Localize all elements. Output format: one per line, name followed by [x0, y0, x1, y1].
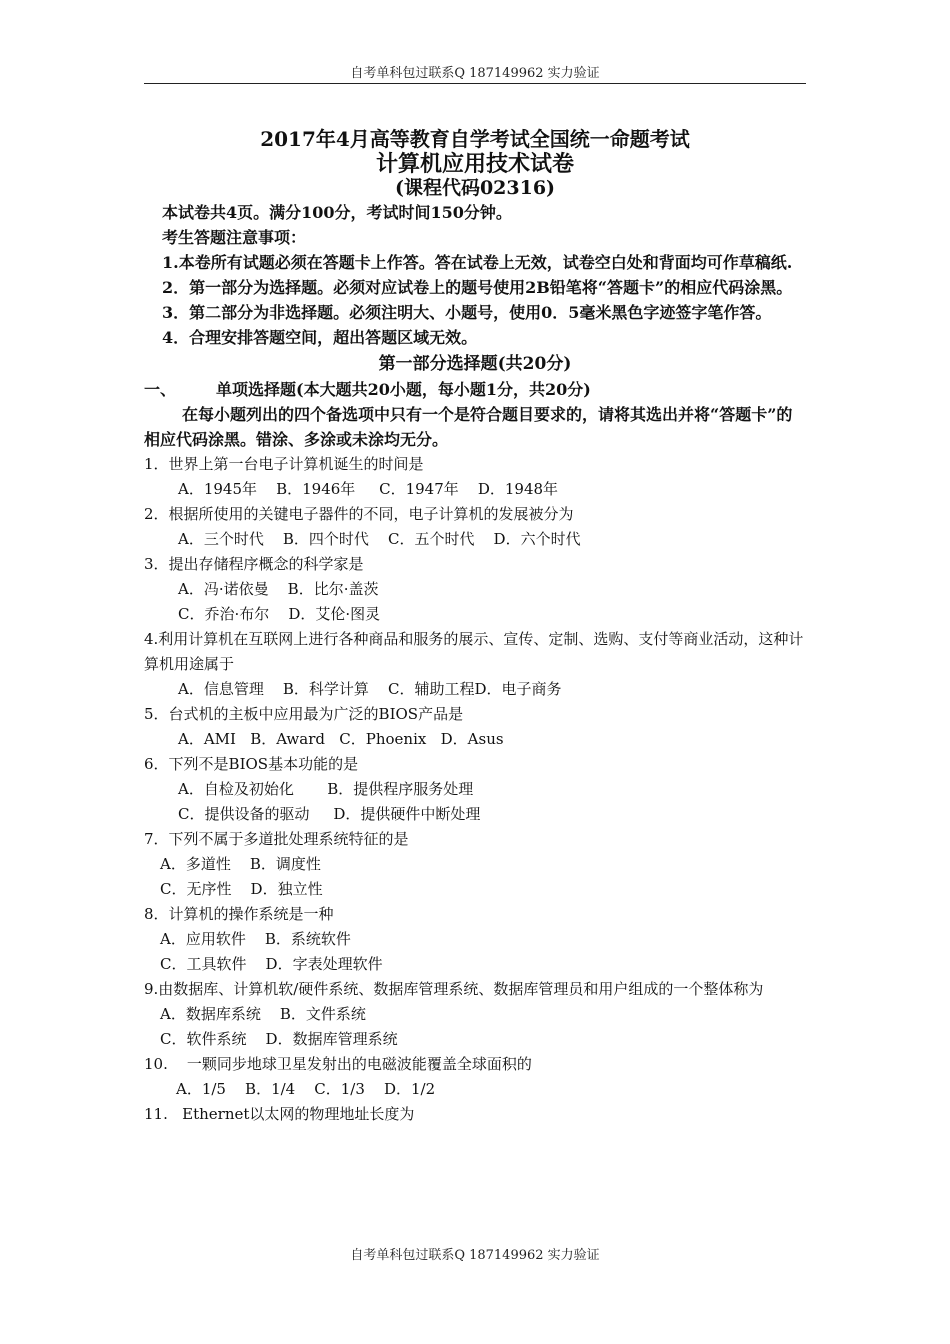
notice-title: 考生答题注意事项：: [162, 228, 307, 247]
section-instruction: 在每小题列出的四个备选项中只有一个是符合题目要求的，请将其选出并将“答题卡”的相应代码涂黑。错涂、多涂或未涂均无分。: [144, 405, 793, 449]
section-title: 单项选择题(本大题共20小题，每小题1分，共20分): [216, 380, 591, 399]
question-options: A．三个时代 B．四个时代 C．五个时代 D．六个时代: [178, 530, 581, 548]
page-header: 自考单科包过联系Q 187149962 实力验证: [350, 66, 600, 81]
exam-title: 2017年4月高等教育自学考试全国统一命题考试: [260, 127, 690, 151]
notice-item: 1.本卷所有试题必须在答题卡上作答。答在试卷上无效，试卷空白处和背面均可作草稿纸.: [162, 253, 793, 272]
question: 9.由数据库、计算机软/硬件系统、数据库管理系统、数据库管理员和用户组成的一个整体称为: [144, 980, 764, 998]
notice-item: 3．第二部分为非选择题。必须注明大、小题号，使用0．5毫米黑色字迹签字笔作答。: [162, 303, 772, 322]
notice-item: 4．合理安排答题空间，超出答题区域无效。: [162, 328, 478, 347]
course-code: (课程代码02316): [394, 177, 556, 199]
part1-title: 第一部分选择题(共20分): [378, 354, 572, 374]
question-options: A．多道性 B．调度性: [160, 855, 321, 873]
question-options: A．应用软件 B．系统软件: [160, 930, 351, 948]
question-options: A．信息管理 B．科学计算 C．辅助工程D．电子商务: [178, 680, 562, 698]
exam-subject: 计算机应用技术试卷: [375, 151, 574, 177]
question: 1．世界上第一台电子计算机诞生的时间是: [144, 455, 424, 473]
question-options: C．工具软件 D．字表处理软件: [160, 955, 383, 973]
question: 11. Ethernet以太网的物理地址长度为: [144, 1105, 415, 1123]
question-options: C．软件系统 D．数据库管理系统: [160, 1030, 398, 1048]
question: 7．下列不属于多道批处理系统特征的是: [144, 830, 409, 848]
question: 8．计算机的操作系统是一种: [144, 905, 334, 923]
header-rule: [144, 83, 806, 84]
question-options: A．数据库系统 B．文件系统: [160, 1005, 366, 1023]
question: 4.利用计算机在互联网上进行各种商品和服务的展示、宣传、定制、选购、支付等商业活动，这种计算机用途属于: [144, 630, 804, 673]
exam-intro: 本试卷共4页。满分100分，考试时间150分钟。: [162, 203, 512, 222]
question: 5．台式机的主板中应用最为广泛的BIOS产品是: [144, 705, 464, 723]
question: 3．提出存储程序概念的科学家是: [144, 555, 364, 573]
question-options: C．乔治·布尔 D．艾伦·图灵: [178, 605, 381, 623]
section-number: 一、: [144, 380, 177, 399]
notice-item: 2．第一部分为选择题。必须对应试卷上的题号使用2B铅笔将“答题卡”的相应代码涂黑。: [162, 278, 793, 297]
question-options: A．1945年 B．1946年 C．1947年 D．1948年: [178, 480, 559, 498]
question: 2．根据所使用的关键电子器件的不同，电子计算机的发展被分为: [144, 505, 574, 523]
question-options: A．自检及初始化 B．提供程序服务处理: [178, 780, 474, 798]
question-options: C．无序性 D．独立性: [160, 880, 323, 898]
page-footer: 自考单科包过联系Q 187149962 实力验证: [350, 1248, 600, 1263]
question-options: A．AMI B．Award C．Phoenix D．Asus: [178, 730, 504, 748]
question-options: C．提供设备的驱动 D．提供硬件中断处理: [178, 805, 481, 823]
question: 6．下列不是BIOS基本功能的是: [144, 755, 359, 773]
question-options: A．1/5 B．1/4 C．1/3 D．1/2: [176, 1080, 436, 1098]
exam-content: [144, 126, 806, 1127]
question-options: A．冯·诺依曼 B．比尔·盖茨: [178, 580, 379, 598]
question: 10. 一颗同步地球卫星发射出的电磁波能覆盖全球面积的: [144, 1055, 532, 1073]
section-heading: [144, 377, 806, 402]
